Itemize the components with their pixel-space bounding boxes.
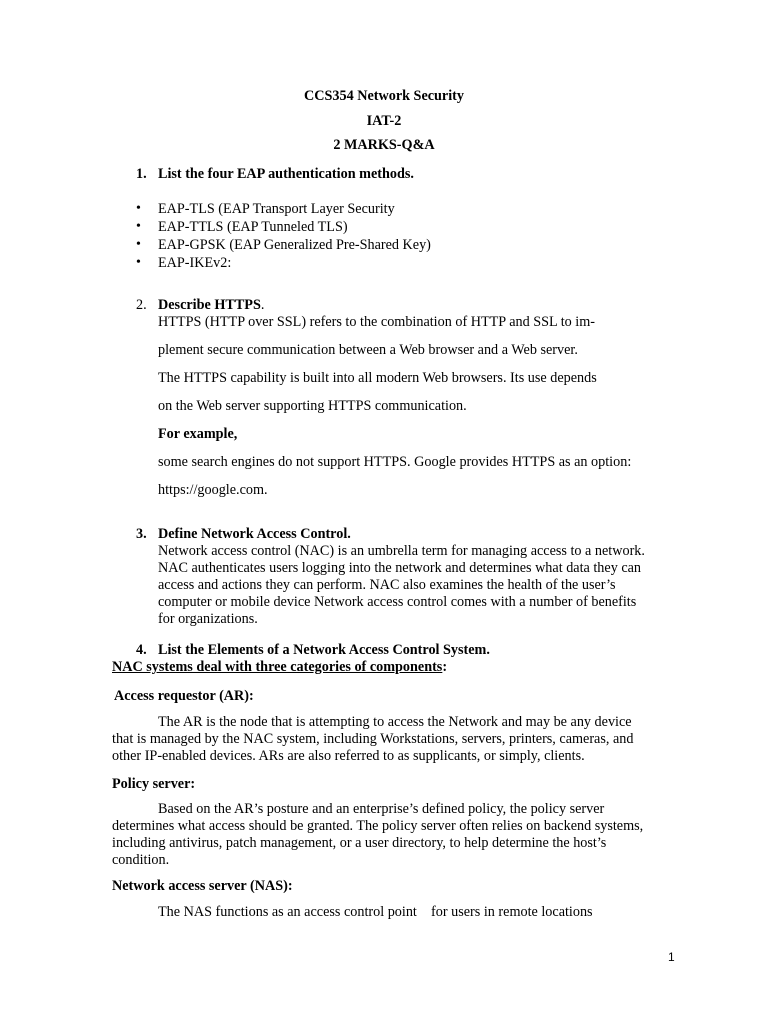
page-number: 1: [668, 950, 675, 964]
component-line: that is managed by the NAC system, including Workstations, servers, printers, cameras, and: [112, 731, 634, 747]
bullet: •: [136, 201, 141, 216]
bullet: •: [136, 219, 141, 234]
subheading-text: NAC systems deal with three categories of components: [112, 659, 443, 675]
component-line: The NAS functions as an access control point for users in remote locations: [158, 904, 593, 920]
section-subheading: [112, 659, 447, 676]
subheading-colon: :: [442, 659, 448, 675]
component-line: Based on the AR’s posture and an enterprise’s defined policy, the policy server: [158, 801, 605, 817]
component-title: Network access server (NAS):: [112, 878, 293, 894]
answer-line: https://google.com.: [158, 482, 268, 498]
answer-line: some search engines do not support HTTPS. Google provides HTTPS as an option:: [158, 454, 632, 470]
component-title: Access requestor (AR):: [114, 688, 254, 704]
example-heading: For example,: [158, 426, 238, 442]
component-line: condition.: [112, 852, 170, 868]
component-line: other IP-enabled devices. ARs are also referred to as supplicants, or simply, clients.: [112, 748, 585, 764]
component-line: including antivirus, patch management, or a user directory, to help determine the host’s: [112, 835, 607, 851]
component-title: Policy server:: [112, 776, 196, 792]
question-period: .: [260, 297, 265, 313]
answer-line: NAC authenticates users logging into the network and determines what data they can: [158, 560, 642, 576]
list-item: EAP-IKEv2:: [158, 255, 232, 271]
bullet: •: [136, 237, 141, 252]
answer-line: Network access control (NAC) is an umbrella term for managing access to a network.: [158, 543, 645, 559]
question-number: 3.: [136, 526, 147, 542]
question-text: List the four EAP authentication methods.: [158, 166, 414, 182]
bullet: •: [136, 255, 141, 270]
exam-title: IAT-2: [366, 113, 402, 129]
component-line: The AR is the node that is attempting to access the Network and may be any device: [158, 714, 632, 730]
list-item: EAP-TTLS (EAP Tunneled TLS): [158, 219, 348, 235]
answer-line: for organizations.: [158, 611, 258, 627]
answer-line: plement secure communication between a Web browser and a Web server.: [158, 342, 578, 358]
list-item: EAP-TLS (EAP Transport Layer Security: [158, 201, 395, 217]
question-text: [158, 297, 264, 314]
question-number: 2.: [136, 297, 147, 313]
component-line: determines what access should be granted. The policy server often relies on backend systems,: [112, 818, 644, 834]
question-bold-text: Describe HTTPS: [158, 297, 261, 313]
question-number: 4.: [136, 642, 147, 658]
question-text: List the Elements of a Network Access Control System.: [158, 642, 490, 658]
course-title: CCS354 Network Security: [304, 88, 464, 104]
answer-line: HTTPS (HTTP over SSL) refers to the combination of HTTP and SSL to im-: [158, 314, 595, 330]
list-item: EAP-GPSK (EAP Generalized Pre-Shared Key): [158, 237, 431, 253]
answer-line: The HTTPS capability is built into all modern Web browsers. Its use depends: [158, 370, 597, 386]
answer-line: computer or mobile device Network access control comes with a number of benefits: [158, 594, 637, 610]
answer-line: on the Web server supporting HTTPS communication.: [158, 398, 467, 414]
section-title: 2 MARKS-Q&A: [333, 137, 435, 153]
question-text: Define Network Access Control.: [158, 526, 351, 542]
question-number: 1.: [136, 166, 147, 182]
answer-line: access and actions they can perform. NAC also examines the health of the user’s: [158, 577, 616, 593]
